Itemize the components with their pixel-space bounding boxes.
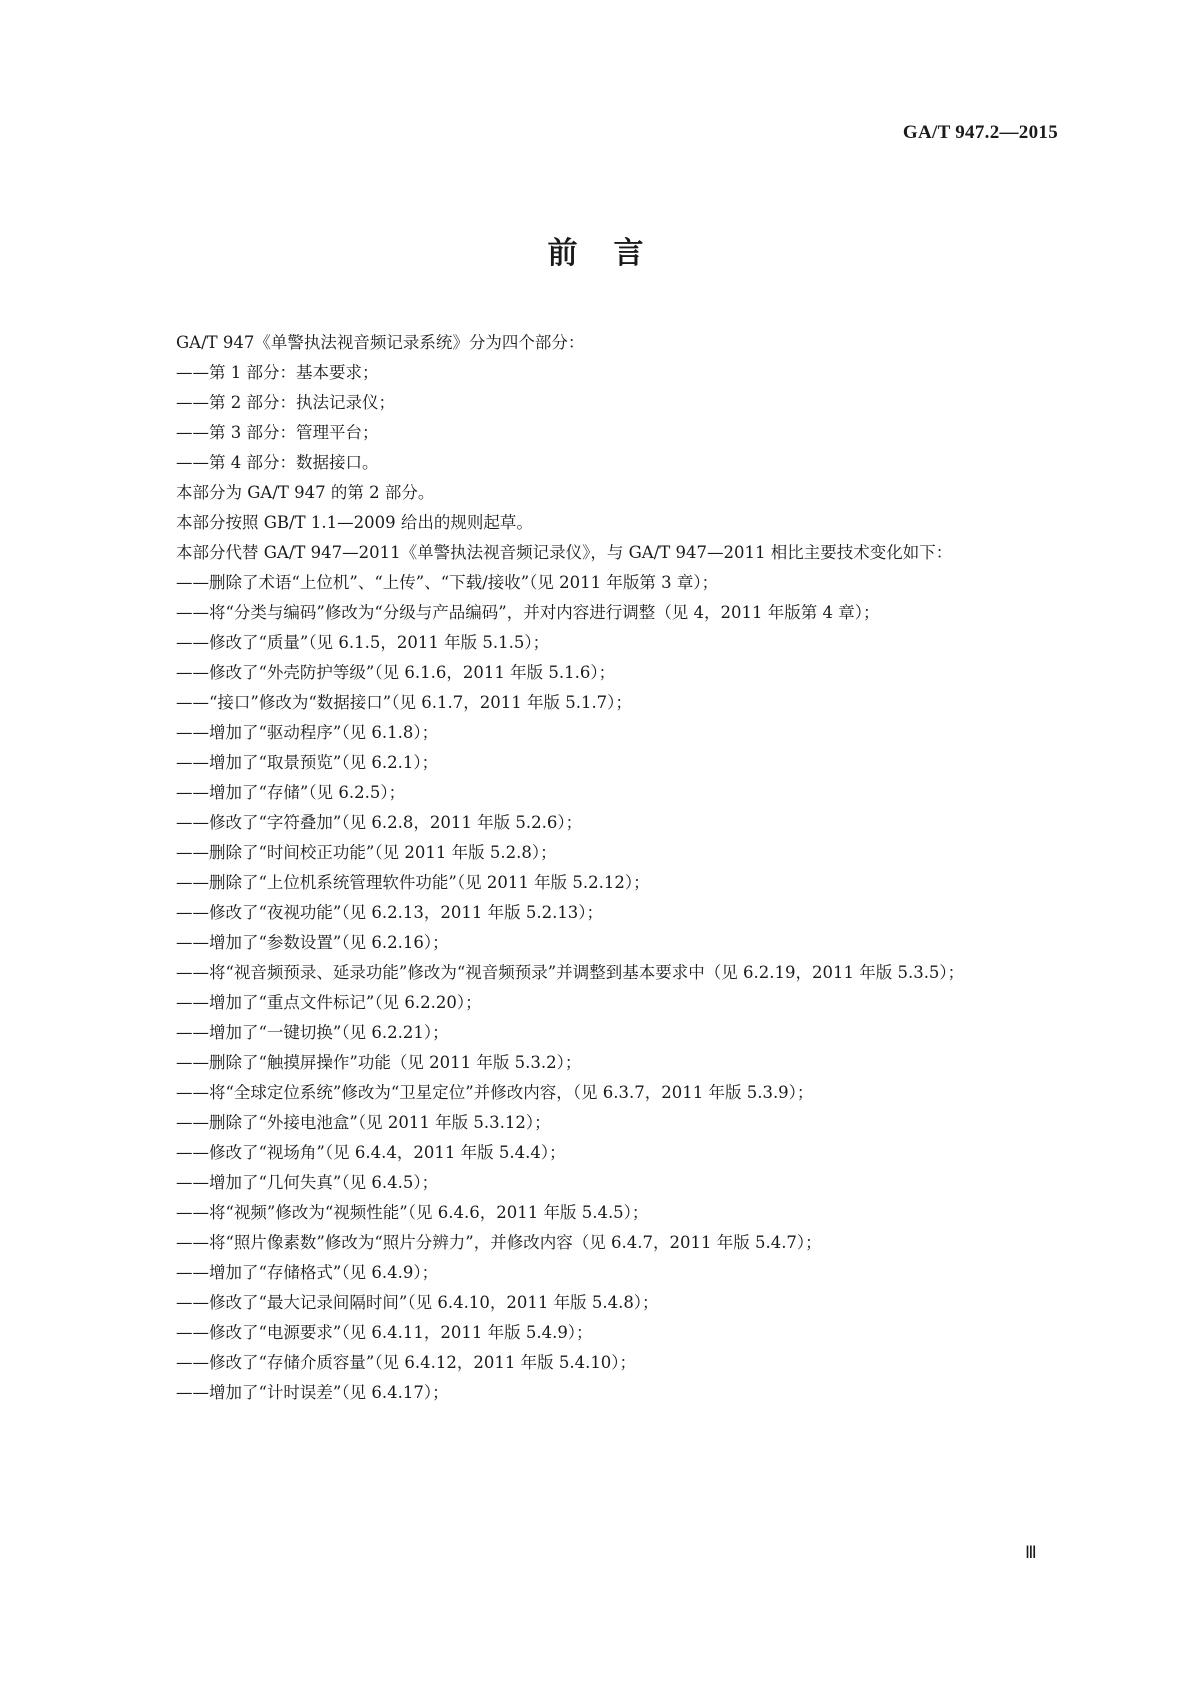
list-item: ——修改了“质量”（见 6.1.5，2011 年版 5.1.5）； [176,633,550,652]
page-title: 前言 [547,236,680,271]
list-item: ——删除了“触摸屏操作”功能（见 2011 年版 5.3.2）； [176,1053,582,1072]
list-item: ——第 3 部分：管理平台； [176,423,379,442]
rules-paragraph: 本部分按照 GB/T 1.1—2009 给出的规则起草。 [176,513,533,532]
list-item: ——增加了“存储”（见 6.2.5）； [176,783,406,802]
list-item: ——修改了“视场角”（见 6.4.4，2011 年版 5.4.4）； [176,1143,566,1162]
list-item: ——修改了“电源要求”（见 6.4.11，2011 年版 5.4.9）； [176,1323,593,1342]
list-item: ——增加了“计时误差”（见 6.4.17）； [176,1383,449,1402]
replace-paragraph: 本部分代替 GA/T 947—2011《单警执法视音频记录仪》，与 GA/T 947—2011 相比主要技术变化如下： [176,543,953,562]
part-of-paragraph: 本部分为 GA/T 947 的第 2 部分。 [176,483,435,502]
list-item: ——删除了术语“上位机”、“上传”、“下载/接收”（见 2011 年版第 3 章）； [176,573,719,592]
list-item: ——将“照片像素数”修改为“照片分辨力”，并修改内容（见 6.4.7，2011 年版 5.4.7）； [176,1233,822,1252]
list-item: ——增加了“重点文件标记”（见 6.2.20）； [176,993,482,1012]
list-item: ——修改了“外壳防护等级”（见 6.1.6，2011 年版 5.1.6）； [176,663,616,682]
list-item: ——增加了“取景预览”（见 6.2.1）； [176,753,439,772]
list-item: ——增加了“一键切换”（见 6.2.21）； [176,1023,449,1042]
page-number: Ⅲ [1025,1543,1037,1562]
foreword-body [136,328,1057,1408]
list-item: ——增加了“参数设置”（见 6.2.16）； [176,933,449,952]
list-item: ——第 4 部分：数据接口。 [176,453,379,472]
list-item: ——修改了“存储介质容量”（见 6.4.12，2011 年版 5.4.10）； [176,1353,637,1372]
list-item: ——将“全球定位系统”修改为“卫星定位”并修改内容，（见 6.3.7，2011 年版 5.3.9）； [176,1083,814,1102]
list-item: ——增加了“存储格式”（见 6.4.9）； [176,1263,439,1282]
list-item: ——修改了“字符叠加”（见 6.2.8，2011 年版 5.2.6）； [176,813,583,832]
list-item: ——删除了“上位机系统管理软件功能”（见 2011 年版 5.2.12）； [176,873,650,892]
list-item: ——第 1 部分：基本要求； [176,363,379,382]
intro-paragraph: GA/T 947《单警执法视音频记录系统》分为四个部分： [176,333,585,352]
list-item: ——删除了“外接电池盒”（见 2011 年版 5.3.12）； [176,1113,551,1132]
parts-list [136,358,1057,478]
list-item: ——增加了“驱动程序”（见 6.1.8）； [176,723,439,742]
list-item: ——删除了“时间校正功能”（见 2011 年版 5.2.8）； [176,843,557,862]
list-item: ——“接口”修改为“数据接口”（见 6.1.7，2011 年版 5.1.7）； [176,693,632,712]
list-item: ——第 2 部分：执法记录仪； [176,393,395,412]
list-item: ——修改了“最大记录间隔时间”（见 6.4.10，2011 年版 5.4.8）； [176,1293,659,1312]
list-item: ——修改了“夜视功能”（见 6.2.13，2011 年版 5.2.13）； [176,903,604,922]
changes-list [136,568,1057,1408]
standard-code: GA/T 947.2—2015 [902,122,1058,143]
list-item: ——增加了“几何失真”（见 6.4.5）； [176,1173,439,1192]
list-item: ——将“视频”修改为“视频性能”（见 6.4.6，2011 年版 5.4.5）； [176,1203,649,1222]
list-item: ——将“分类与编码”修改为“分级与产品编码”，并对内容进行调整（见 4，2011 年版第 4 章）； [176,603,880,622]
list-item: ——将“视音频预录、延录功能”修改为“视音频预录”并调整到基本要求中（见 6.2.19，2011 年版 5.3.5）； [176,963,965,982]
